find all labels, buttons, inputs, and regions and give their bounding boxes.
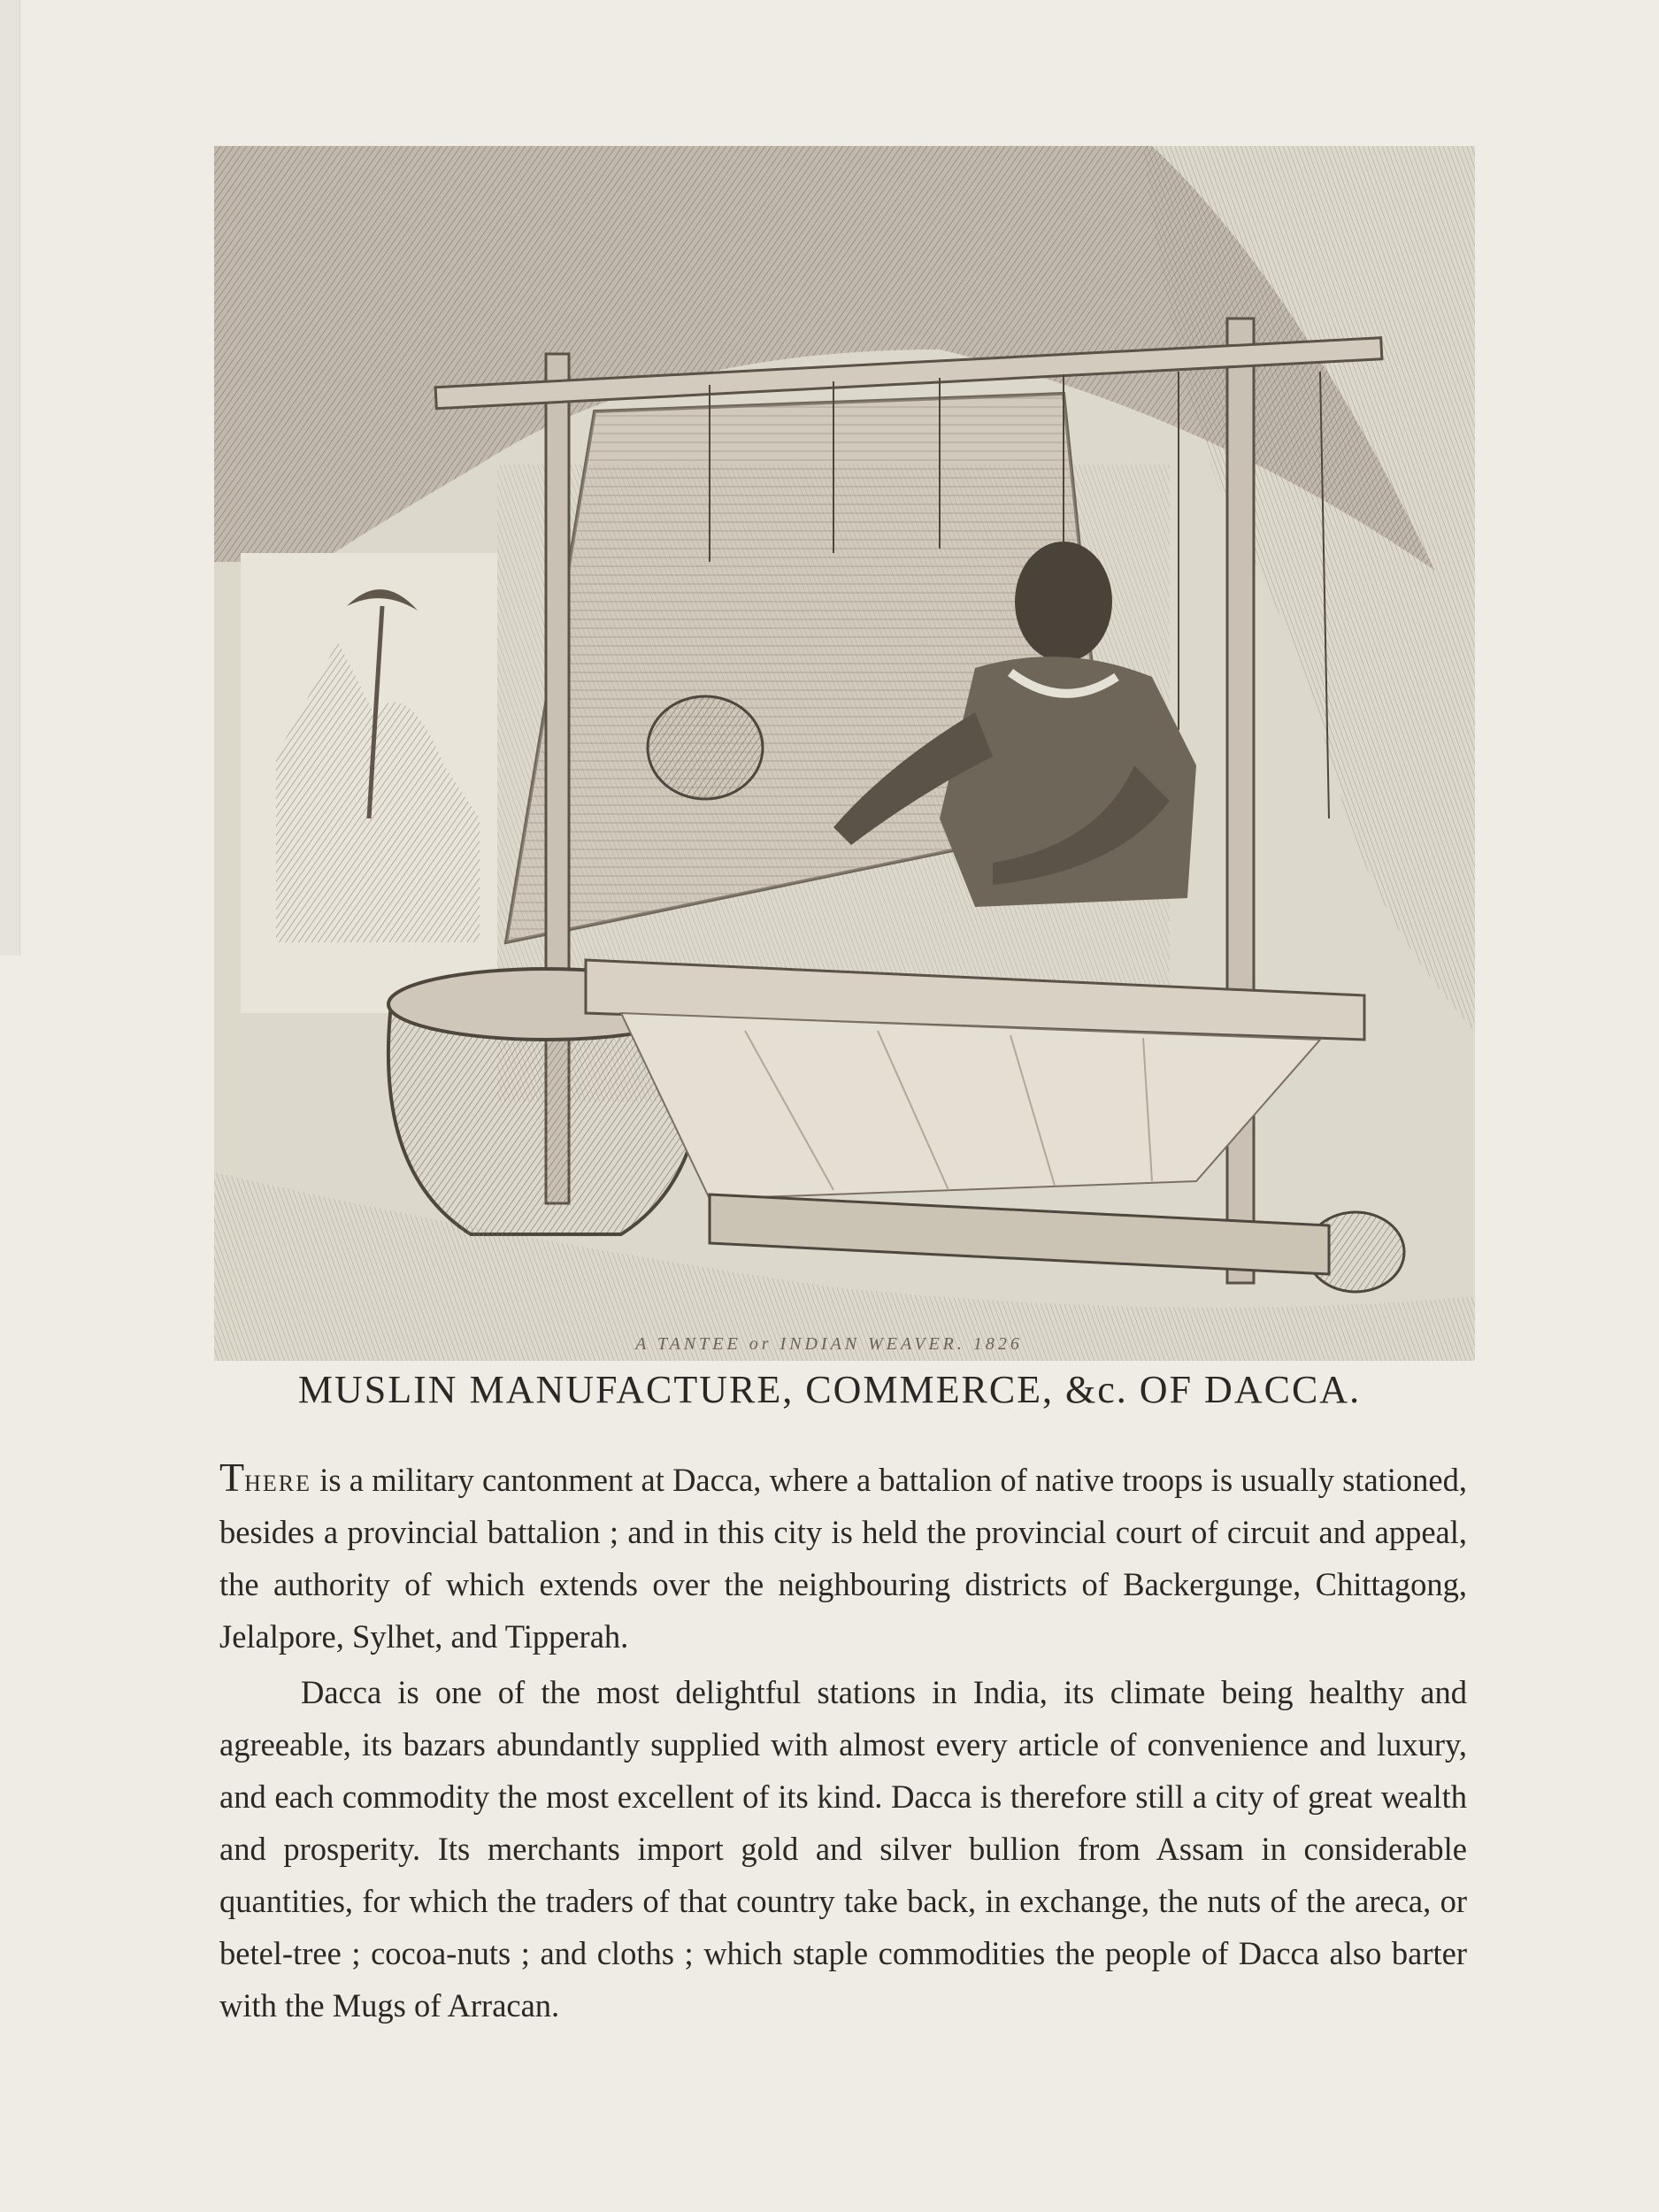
paragraph-2: Dacca is one of the most delightful stations in India, its climate being healthy and agreeable, its bazars abundantly supplied with almost every article of convenience and luxury, and each commodity the most excellent of its kind. Dacca is therefore still a city of great wealth and prosperity. Its merchants import gold and silver bullion from Assam in considerable quantities, for which the traders of that country take back, in exchange, the nuts of the areca, or betel-tree ; cocoa-nuts ; and cloths ; which staple commodities the people of Dacca also barter with the Mugs of Arracan. [219, 1674, 1467, 2024]
weaver-engraving [214, 146, 1475, 1361]
paragraph-1 [219, 1451, 1467, 1663]
body-text [219, 1451, 1467, 2032]
clay-pot [648, 696, 763, 799]
adjacent-page-edge [0, 0, 20, 956]
first-word-smallcaps: here [244, 1462, 311, 1498]
engraving-plate [214, 146, 1475, 1361]
engraved-plate-title: A TANTEE or INDIAN WEAVER. 1826 [635, 1334, 1023, 1354]
paragraph-1-text: is a military cantonment at Dacca, where a battalion of native troops is usually stationed, besides a provincial battalion ; and in this city is held the provincial court of circuit and appeal, the authority of which extends over the neighbouring districts of Backergunge, Chittagong, Jelalpore, Sylhet, and Tipperah. [219, 1462, 1467, 1655]
page-caption: MUSLIN MANUFACTURE, COMMERCE, &c. OF DACCA. [297, 1368, 1362, 1411]
drop-cap: T [219, 1455, 245, 1500]
